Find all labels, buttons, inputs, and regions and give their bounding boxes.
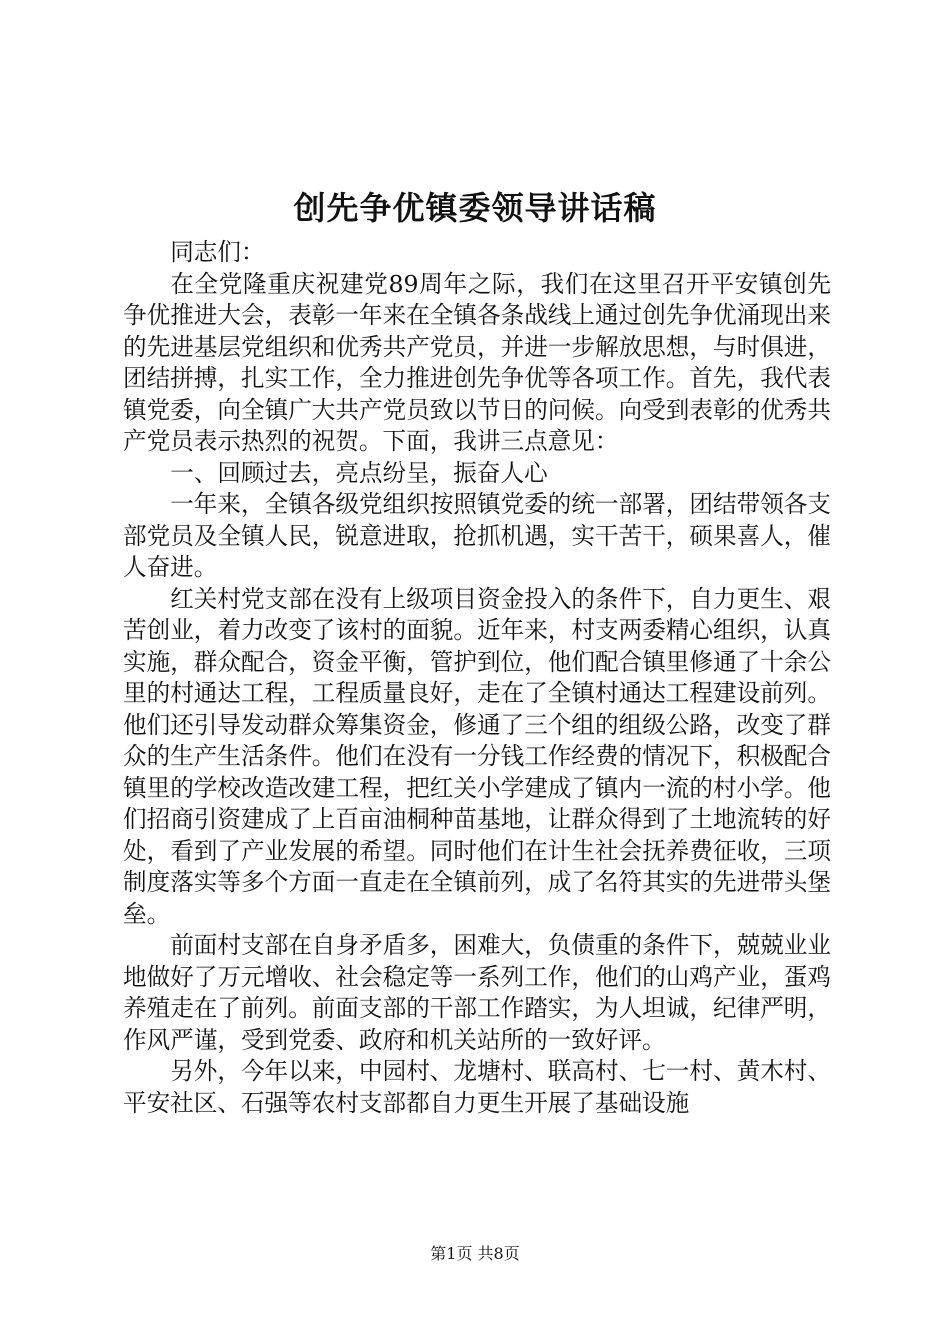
paragraph-qianmian: 前面村支部在自身矛盾多，困难大，负债重的条件下，兢兢业业地做好了万元增收、社会稳定等一系列工作，他们的山鸡产业，蛋鸡养殖走在了前列。前面支部的干部工作踏实，为人坦诚，纪律严明，作风严谨，受到党委、政府和机关站所的一致好评。 bbox=[123, 931, 831, 1054]
page-footer: 第1页 共8页 bbox=[430, 1244, 520, 1263]
paragraph-hongguan: 红关村党支部在没有上级项目资金投入的条件下，自力更生、艰苦创业，着力改变了该村的面貌。近年来，村支两委精心组织，认真实施，群众配合，资金平衡，管护到位，他们配合镇里修通了十余公里的村通达工程，工程质量良好，走在了全镇村通达工程建设前列。他们还引导发动群众筹集资金，修通了三个组的组级公路，改变了群众的生产生活条件。他们在没有一分钱工作经费的情况下，积极配合镇里的学校改造改建工程，把红关小学建成了镇内一流的村小学。他们招商引资建成了上百亩油桐种苗基地，让群众得到了土地流转的好处，看到了产业发展的希望。同时他们在计生社会抚养费征收，三项制度落实等多个方面一直走在全镇前列，成了名符其实的先进带头堡垒。 bbox=[123, 584, 831, 928]
document-title: 创先争优镇委领导讲话稿 bbox=[293, 189, 657, 227]
paragraph-intro: 在全党隆重庆祝建党89周年之际，我们在这里召开平安镇创先争优推进大会，表彰一年来在全镇各条战线上通过创先争优涌现出来的先进基层党组织和优秀共产党员，并进一步解放思想，与时俱进，团结拼搏，扎实工作，全力推进创先争优等各项工作。首先，我代表镇党委，向全镇广大共产党员致以节日的问候。向受到表彰的优秀共产党员表示热烈的祝贺。下面，我讲三点意见： bbox=[123, 269, 831, 455]
section-heading-1: 一、回顾过去，亮点纷呈，振奋人心 bbox=[170, 458, 548, 487]
paragraph-summary: 一年来，全镇各级党组织按照镇党委的统一部署，团结带领各支部党员及全镇人民，锐意进取，抢抓机遇，实干苦干，硕果喜人，催人奋进。 bbox=[123, 490, 831, 581]
paragraph-other-villages: 另外，今年以来，中园村、龙塘村、联高村、七一村、黄木村、平安社区、石强等农村支部都自力更生开展了基础设施 bbox=[123, 1057, 831, 1117]
paragraph-greeting: 同志们： bbox=[170, 238, 265, 266]
document-body bbox=[123, 237, 831, 1119]
